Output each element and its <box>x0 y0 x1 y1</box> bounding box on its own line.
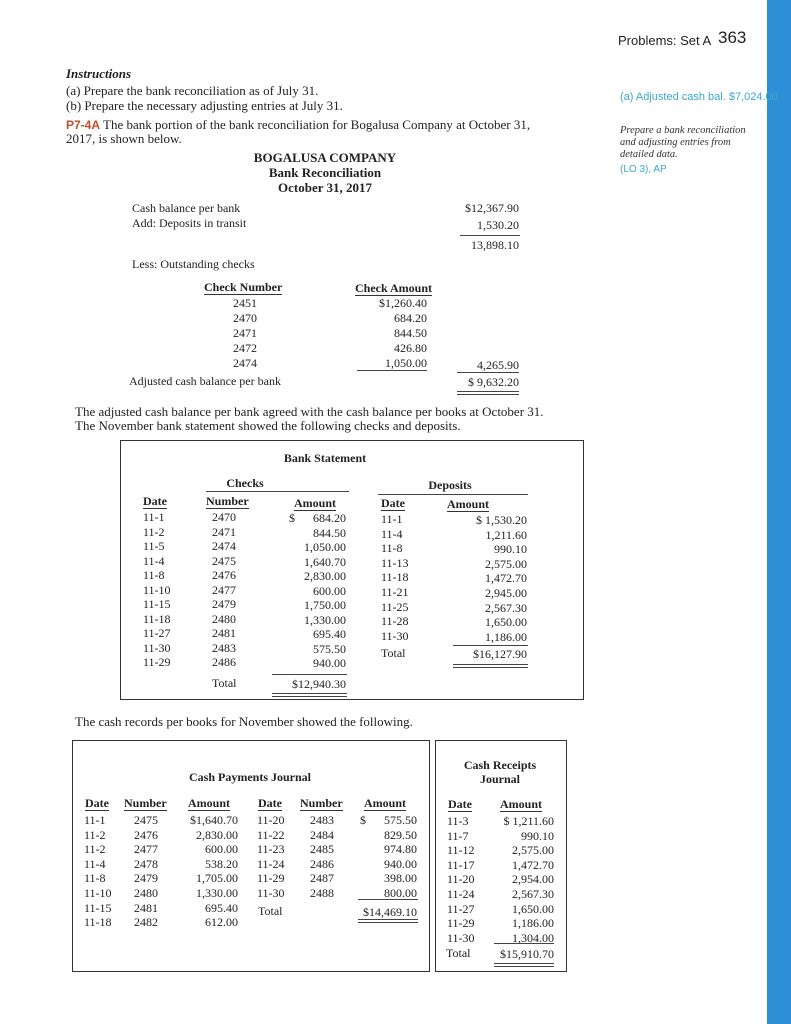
receipt-date: 11-3 <box>447 814 469 828</box>
checks-date-header: Date <box>143 494 167 508</box>
statement-check-number: 2470 <box>212 510 236 524</box>
subtotal-value: 13,898.10 <box>471 238 519 252</box>
statement-check-amount: 575.50 <box>313 641 346 656</box>
statement-check-date: 11-30 <box>143 640 171 655</box>
statement-check-date: 11-8 <box>143 568 165 582</box>
paragraph-line-2: The November bank statement showed the following checks and deposits. <box>75 418 461 433</box>
outstanding-check-amount: 684.20 <box>394 311 427 325</box>
divider <box>457 391 519 395</box>
adjusted-value: $ 9,632.20 <box>468 375 519 389</box>
statement-check-date: 11-15 <box>143 597 171 611</box>
payment-number: 2475 <box>134 813 158 827</box>
less-label: Less: Outstanding checks <box>132 257 255 271</box>
statement-check-date: 11-10 <box>143 582 171 597</box>
divider <box>453 664 528 668</box>
payment-date: 11-30 <box>257 886 285 900</box>
divider <box>358 899 418 900</box>
outstanding-check-number: 2472 <box>233 341 257 355</box>
statement-deposit-amount: 1,186.00 <box>485 629 527 644</box>
statement-deposit-amount: $ 1,530.20 <box>476 513 527 527</box>
receipt-amount: 1,472.70 <box>512 857 554 872</box>
receipt-amount: 2,575.00 <box>512 843 554 858</box>
statement-check-number: 2474 <box>212 539 236 553</box>
payment-date: 11-2 <box>84 827 106 842</box>
payment-amount: 1,705.00 <box>196 871 238 886</box>
checks-total-label: Total <box>212 676 237 690</box>
statement-deposit-date: 11-30 <box>381 628 409 643</box>
statement-check-number: 2486 <box>212 655 236 669</box>
statement-deposit-date: 11-28 <box>381 614 409 629</box>
payments-amount-header-2: Amount <box>364 796 407 810</box>
receipt-date: 11-29 <box>447 916 475 931</box>
problem-id: P7-4A <box>66 118 101 132</box>
deposits-amount-header: Amount <box>447 497 490 511</box>
receipt-date: 11-12 <box>447 843 475 858</box>
margin-objective-2: and adjusting entries from <box>620 137 731 148</box>
payment-number: 2479 <box>134 871 158 886</box>
company-name: BOGALUSA COMPANY <box>253 150 397 165</box>
instructions-heading: Instructions <box>66 66 132 81</box>
receipt-amount: 1,186.00 <box>512 916 554 931</box>
receipt-date: 11-30 <box>447 930 475 945</box>
payment-amount: 940.00 <box>384 856 417 871</box>
recon-title: Bank Reconciliation <box>268 165 382 180</box>
statement-check-date: 11-29 <box>143 655 171 669</box>
deposits-date-header: Date <box>381 496 405 510</box>
statement-deposit-date: 11-13 <box>381 555 409 570</box>
statement-check-amount: 1,750.00 <box>304 598 346 612</box>
payment-number: 2481 <box>134 900 158 915</box>
payment-amount: 612.00 <box>205 915 238 930</box>
payment-number: 2476 <box>134 827 158 842</box>
payment-amount: 398.00 <box>384 871 417 886</box>
outstanding-check-number: 2470 <box>233 311 257 325</box>
cash-balance-value: $12,367.90 <box>465 201 519 215</box>
payment-date: 11-24 <box>257 856 285 871</box>
checks-total-value: $12,940.30 <box>292 677 346 691</box>
statement-check-number: 2471 <box>212 524 236 539</box>
receipts-total-value: $15,910.70 <box>500 947 554 961</box>
margin-objective-3: detailed data. <box>620 149 678 160</box>
statement-check-number: 2479 <box>212 597 236 611</box>
receipt-date: 11-7 <box>447 828 469 843</box>
statement-check-amount: 844.50 <box>313 525 346 540</box>
payments-total-label: Total <box>258 904 283 918</box>
statement-check-date: 11-4 <box>143 553 165 568</box>
statement-check-number: 2483 <box>212 640 236 655</box>
payment-amount: 800.00 <box>384 886 417 900</box>
statement-deposit-date: 11-18 <box>381 570 409 585</box>
checks-number-header: Number <box>206 494 249 508</box>
statement-deposit-date: 11-8 <box>381 541 403 556</box>
payment-date: 11-4 <box>84 856 106 871</box>
payment-date: 11-23 <box>257 842 285 857</box>
payment-number: 2482 <box>134 915 158 930</box>
divider <box>460 235 520 236</box>
margin-answer: (a) Adjusted cash bal. $7,024.00 <box>620 91 778 103</box>
statement-deposit-amount: 2,567.30 <box>485 600 527 615</box>
instruction-b: (b) Prepare the necessary adjusting entries at July 31. <box>66 98 343 113</box>
statement-check-amount: 2,830.00 <box>304 569 346 583</box>
divider <box>378 494 528 495</box>
divider <box>457 372 519 373</box>
problem-text-1: The bank portion of the bank reconciliation for Bogalusa Company at October 31, <box>100 117 531 132</box>
payment-date: 11-15 <box>84 900 112 915</box>
outstanding-check-amount: 426.80 <box>394 341 427 355</box>
adjusted-label: Adjusted cash balance per bank <box>129 374 281 388</box>
statement-check-date: 11-1 <box>143 510 165 524</box>
statement-check-date: 11-27 <box>143 626 171 640</box>
statement-deposit-date: 11-1 <box>381 512 403 526</box>
deposits-title: Deposits <box>428 478 472 492</box>
payment-date: 11-20 <box>257 813 285 827</box>
statement-check-amount: 1,050.00 <box>304 540 346 554</box>
divider <box>272 674 347 675</box>
statement-deposit-amount: 1,650.00 <box>485 615 527 630</box>
payment-date: 11-8 <box>84 871 106 886</box>
statement-check-number: 2476 <box>212 568 236 582</box>
books-sentence: The cash records per books for November showed the following. <box>75 714 413 729</box>
outstanding-check-amount: 844.50 <box>394 326 427 340</box>
statement-check-amount: 600.00 <box>313 583 346 598</box>
payment-amount: $1,640.70 <box>190 813 238 827</box>
payment-date: 11-1 <box>84 813 106 827</box>
statement-deposit-amount: 990.10 <box>494 542 527 557</box>
outstanding-check-amount: 1,050.00 <box>385 356 427 370</box>
receipt-amount: 2,954.00 <box>512 872 554 887</box>
recon-date: October 31, 2017 <box>278 180 372 195</box>
receipt-amount: 1,650.00 <box>512 901 554 916</box>
cash-balance-label: Cash balance per bank <box>132 201 241 215</box>
payments-amount-header: Amount <box>188 796 231 810</box>
statement-check-number: 2481 <box>212 626 236 640</box>
statement-check-date: 11-5 <box>143 539 165 553</box>
receipt-amount: 2,567.30 <box>512 887 554 901</box>
statement-check-number: 2480 <box>212 611 236 626</box>
receipt-date: 11-27 <box>447 901 475 916</box>
divider <box>453 645 528 646</box>
receipt-date: 11-20 <box>447 872 475 887</box>
payment-number: 2488 <box>310 886 334 900</box>
statement-deposit-amount: 1,211.60 <box>485 527 527 542</box>
receipt-amount: $ 1,211.60 <box>503 814 554 828</box>
checks-title: Checks <box>226 476 264 490</box>
payment-date: 11-18 <box>84 915 112 930</box>
statement-check-amount: $ 684.20 <box>289 511 346 525</box>
receipt-amount: 990.10 <box>521 828 554 843</box>
margin-lo: (LO 3), AP <box>620 164 667 175</box>
page-number: 363 <box>718 28 747 47</box>
divider <box>357 370 427 371</box>
check-number-header: Check Number <box>204 280 283 294</box>
statement-deposit-date: 11-21 <box>381 585 409 599</box>
outstanding-check-number: 2471 <box>233 326 257 340</box>
payments-date-header: Date <box>85 796 109 810</box>
outstanding-check-number: 2451 <box>233 296 257 310</box>
check-amount-header: Check Amount <box>355 281 433 295</box>
margin-objective-1: Prepare a bank reconciliation <box>620 125 746 136</box>
statement-check-amount: 695.40 <box>313 627 346 641</box>
payment-amount: 2,830.00 <box>196 827 238 842</box>
payment-number: 2486 <box>310 856 334 871</box>
payment-date: 11-22 <box>257 827 285 842</box>
payment-amount: 974.80 <box>384 842 417 857</box>
receipt-date: 11-17 <box>447 857 475 872</box>
divider <box>494 943 554 944</box>
section-title: Problems: Set A <box>618 33 712 48</box>
statement-check-amount: 940.00 <box>313 656 346 670</box>
payment-amount: 538.20 <box>205 856 238 871</box>
deposits-total-label: Total <box>381 646 406 660</box>
payment-number: 2483 <box>310 813 334 827</box>
page-edge-tab <box>767 0 791 1024</box>
payment-amount: $ 575.50 <box>360 813 417 827</box>
statement-deposit-amount: 1,472.70 <box>485 571 527 586</box>
payment-number: 2477 <box>134 842 158 857</box>
problem-line-1 <box>66 118 530 132</box>
deposits-total-value: $16,127.90 <box>473 647 527 661</box>
receipt-amount: 1,304.00 <box>512 930 554 945</box>
checks-total: 4,265.90 <box>477 358 519 372</box>
receipts-date-header: Date <box>448 797 472 811</box>
receipts-amount-header: Amount <box>500 797 543 811</box>
statement-deposit-amount: 2,945.00 <box>485 586 527 600</box>
payment-amount: 600.00 <box>205 842 238 857</box>
payment-date: 11-10 <box>84 886 112 900</box>
statement-check-amount: 1,330.00 <box>304 612 346 627</box>
divider <box>358 919 418 923</box>
divider <box>494 963 554 967</box>
statement-check-date: 11-18 <box>143 611 171 626</box>
outstanding-check-amount: $1,260.40 <box>379 296 427 310</box>
cash-receipts-title-2: Journal <box>479 772 520 786</box>
paragraph-line-1: The adjusted cash balance per bank agreed with the cash balance per books at October 31. <box>75 404 544 419</box>
payments-number-header: Number <box>124 796 167 810</box>
bank-statement-title: Bank Statement <box>283 451 367 465</box>
payment-number: 2478 <box>134 856 158 871</box>
outstanding-check-number: 2474 <box>233 356 257 370</box>
receipt-date: 11-24 <box>447 887 475 901</box>
statement-check-number: 2477 <box>212 582 236 597</box>
payment-amount: 829.50 <box>384 827 417 842</box>
statement-deposit-amount: 2,575.00 <box>485 556 527 571</box>
payment-number: 2484 <box>310 827 334 842</box>
payment-amount: 695.40 <box>205 900 238 915</box>
statement-check-amount: 1,640.70 <box>304 554 346 569</box>
statement-deposit-date: 11-25 <box>381 599 409 614</box>
payments-total-value: $14,469.10 <box>363 905 417 919</box>
payments-number-header-2: Number <box>300 796 343 810</box>
deposits-label: Add: Deposits in transit <box>132 216 247 230</box>
payment-number: 2480 <box>134 886 158 900</box>
cash-receipts-title-1: Cash Receipts <box>463 758 537 772</box>
payment-amount: 1,330.00 <box>196 886 238 900</box>
cash-payments-title: Cash Payments Journal <box>188 770 311 784</box>
payments-date-header-2: Date <box>258 796 282 810</box>
statement-check-number: 2475 <box>212 553 236 568</box>
receipts-total-label: Total <box>446 946 471 960</box>
problem-text-2: 2017, is shown below. <box>66 131 182 146</box>
payment-date: 11-2 <box>84 842 106 857</box>
checks-amount-header: Amount <box>294 496 337 510</box>
statement-deposit-date: 11-4 <box>381 526 403 541</box>
statement-check-date: 11-2 <box>143 524 165 539</box>
instruction-a: (a) Prepare the bank reconciliation as of July 31. <box>66 83 319 98</box>
payment-number: 2487 <box>310 871 334 886</box>
payment-date: 11-29 <box>257 871 285 886</box>
payment-number: 2485 <box>310 842 334 857</box>
divider <box>272 693 347 697</box>
deposits-value: 1,530.20 <box>477 218 519 232</box>
